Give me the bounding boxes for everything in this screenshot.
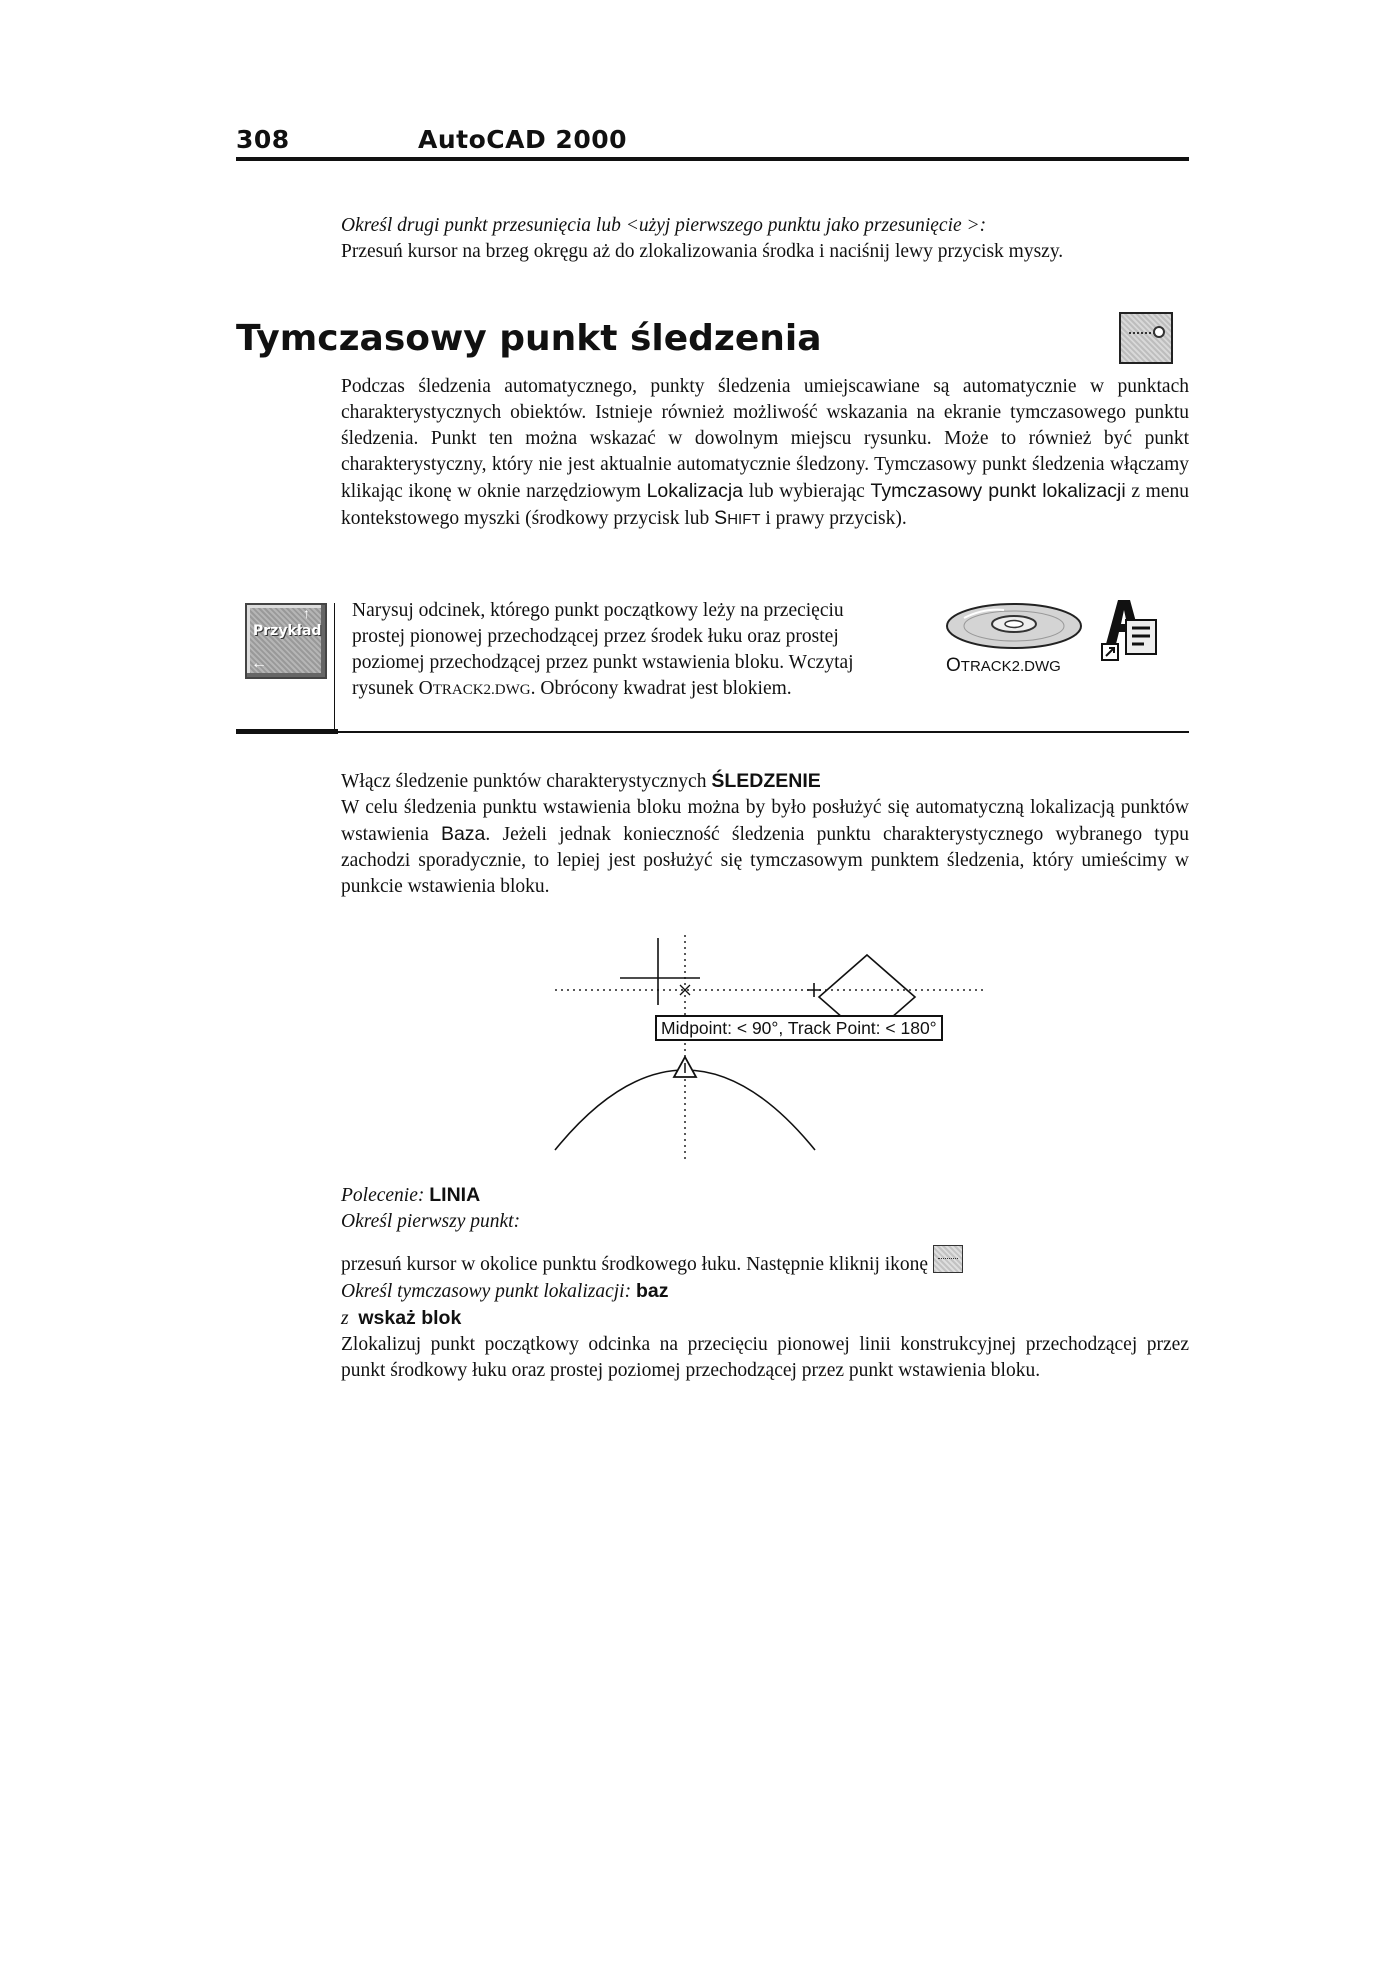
arrow-left-icon: ← [251,655,267,672]
example-badge-label: Przykład [253,623,322,639]
snap-name-baza: Baza [440,823,486,845]
track-point-marker [807,983,821,997]
para1-text-d: i prawy przycisk). [760,508,907,529]
para2-text-a: W celu śledzenia punktu wstawienia bloku można by było posłużyć się automatyczną lokalizacją punktów wstawienia [341,797,1189,845]
tracking-tooltip: Midpoint: < 90°, Track Point: < 180° [655,1015,943,1041]
cd-label-first: O [946,655,961,676]
command-sequence [341,1182,1189,1384]
command-sledzenie: ŚLEDZENIE [711,770,821,792]
example-text-b: . Obrócony kwadrat jest blokiem. [530,678,792,699]
para1-text-a: Podczas śledzenia automatycznego, punkty śledzenia umiejscawiane są automatycznie w punktach charakterystycznych obiektów. Istnieje również możliwość wskazania na ekranie tymczasowego punktu śledzenia. Punkt ten można wskazać w dowolnym miejscu rysunku. Może to również być punkt charakterystyczny, który nie jest aktualnie automatycznie śledzony. Tymczasowy punkt śledzenia włączamy klikając ikonę w oknie narzędziowym [341,376,1189,502]
example-text [352,598,892,703]
para1-text-c: z menu kontekstowego myszki (środkowy przycisk lub [341,481,1189,529]
arrow-up-icon: ↑ [303,607,310,622]
header-rule [236,157,1189,161]
toolbar-name: Lokalizacja [646,480,744,502]
section-title: Tymczasowy punkt śledzenia [236,318,822,359]
paragraph-tracking [341,768,1189,900]
autocad-icon [1100,598,1162,664]
key-shift-rest: HIFT [727,511,761,528]
para1-text-b: lub wybierając [743,481,871,502]
final-instruction: Zlokalizuj punkt początkowy odcinka na przecięciu pionowej linii konstrukcyjnej przechodzącej przez punkt środkowy łuku oraz prostej poziomej przechodzącej przez punkt wstawienia bloku. [341,1334,1189,1381]
temporary-track-point-small-icon [933,1245,963,1273]
file-name-first: O [418,678,433,699]
temporary-track-point-icon [1119,312,1173,364]
z-value: wskaż blok [358,1307,462,1329]
para2-line1: Włącz śledzenie punktów charakterystycznych [341,771,712,792]
intro-instruction: Przesuń kursor na brzeg okręgu aż do zlokalizowania środka i naciśnij lewy przycisk myszy. [341,241,1064,262]
cmd-value: LINIA [429,1184,481,1206]
paragraph-description [341,374,1189,533]
cmd-label: Polecenie: [341,1185,425,1206]
page-number: 308 [236,125,290,154]
cd-label-rest: TRACK2.DWG [960,658,1061,675]
running-head-title: AutoCAD 2000 [418,125,628,154]
file-name-rest: TRACK2.DWG [432,682,531,698]
example-divider [334,603,335,729]
cd-disc-icon [944,600,1084,652]
key-shift-first: S [714,507,728,529]
example-rule-thin [338,731,1189,733]
cd-file-label [946,655,1061,677]
para2-text-b: . Jeżeli jednak konieczność śledzenia punktu charakterystycznego wybranego typu zachodzi sporadycznie, to lepiej jest posłużyć się tymczasowym punktem śledzenia, który umieścimy w punkcie wstawienia bloku. [341,824,1189,897]
temp-point-value: baz [635,1280,669,1302]
example-text-a: Narysuj odcinek, którego punkt początkowy leży na przecięciu prostej pionowej przechodzącej przez środek łuku oraz prostej poziomej przechodzącej przez punkt wstawienia bloku. Wczytaj rysunek [352,600,854,699]
intro-block [341,213,1189,265]
example-rule-thick [236,729,338,734]
temp-point-prompt: Określ tymczasowy punkt lokalizacji: [341,1281,632,1302]
first-point-prompt: Określ pierwszy punkt: [341,1211,521,1232]
example-badge-icon [245,603,327,679]
z-label: z [341,1308,349,1329]
intro-prompt: Określ drugi punkt przesunięcia lub <użyj pierwszego punktu jako przesunięcie >: [341,215,987,236]
menu-item-name: Tymczasowy punkt lokalizacji [870,480,1126,502]
move-instruction: przesuń kursor w okolice punktu środkowego łuku. Następnie kliknij ikonę [341,1254,929,1275]
tracking-figure [550,935,990,1160]
